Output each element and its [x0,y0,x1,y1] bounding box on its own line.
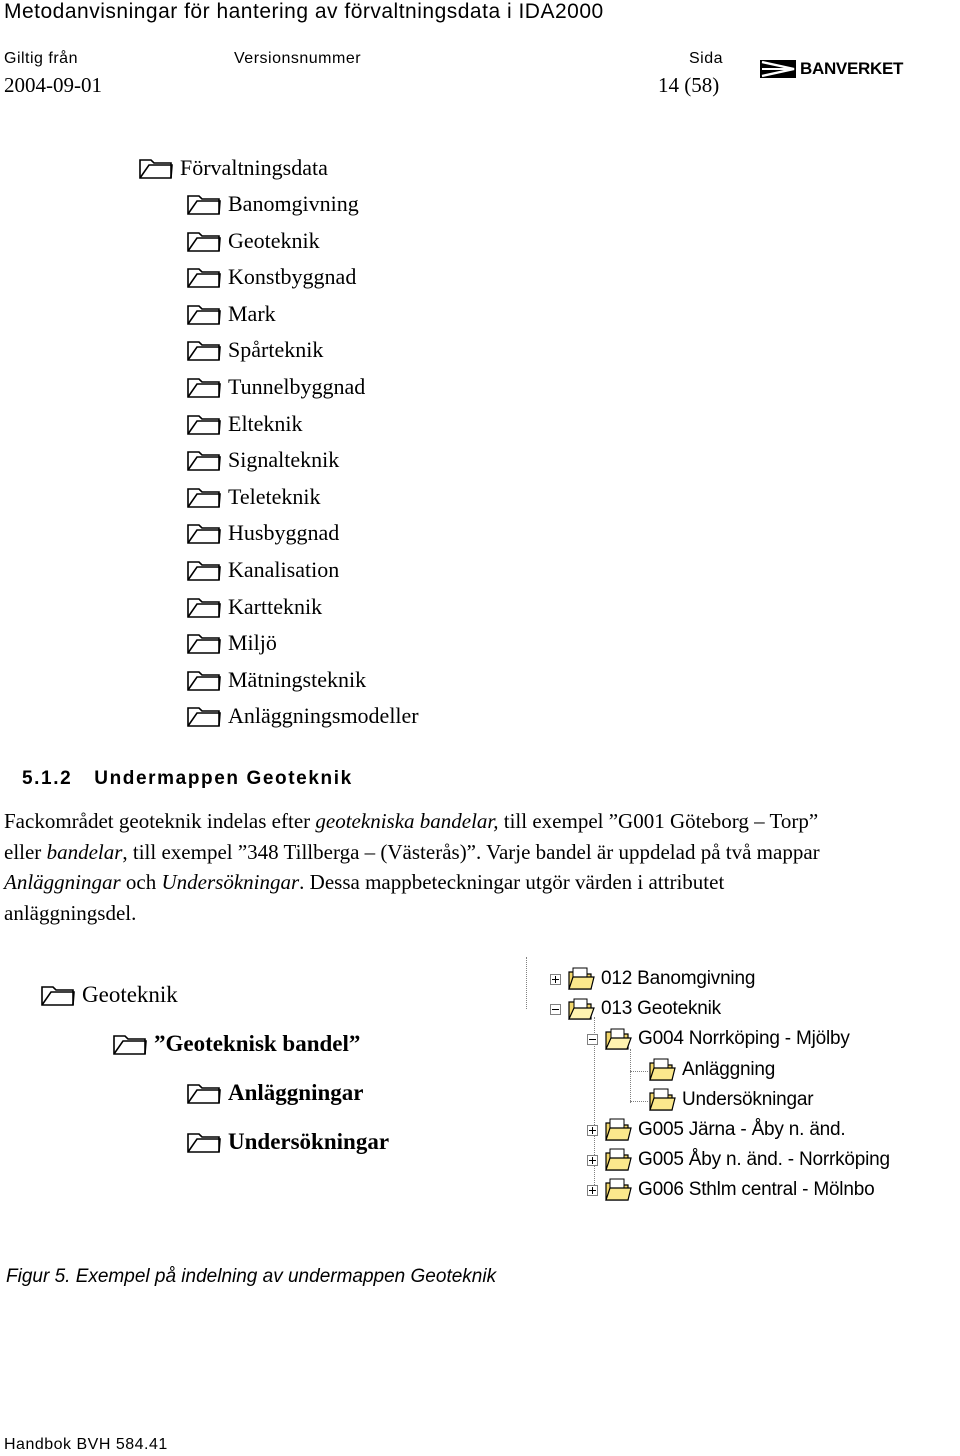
folder-icon [648,1087,676,1113]
expand-plus-icon[interactable] [587,1185,598,1196]
body-italic-span: Anläggningar [4,870,121,894]
valid-from-label: Giltig från [4,50,78,67]
tree-child-label: Konstbyggnad [228,264,357,289]
valid-from-value: 2004-09-01 [4,73,102,97]
tree-child-label: Kanalisation [228,557,340,582]
figure-tree-leaf [186,1080,363,1106]
folder-outline-icon [186,1130,222,1154]
explorer-tree-view [519,957,959,1205]
folder-outline-icon [186,375,222,399]
tree-child-item [186,630,277,656]
banverket-logo [760,58,903,80]
collapse-minus-icon[interactable] [550,1004,561,1015]
tree-child-item [186,703,419,729]
body-italic-span: bandelar [46,839,123,864]
folder-outline-icon [186,448,222,472]
tree-connector [630,1049,631,1103]
folder-outline-icon [186,558,222,582]
version-label: Versionsnummer [234,50,362,67]
page-number: 14 (58) [658,73,720,97]
body-text-span: eller [4,839,47,864]
figure-tree-child [112,1031,360,1057]
explorer-row-label: 012 Banomgivning [601,968,756,989]
folder-outline-icon [186,668,222,692]
tree-child-label: Geoteknik [228,228,320,253]
tree-child-item [186,484,321,510]
folder-outline-icon [186,631,222,655]
tree-child-item [186,557,339,583]
tree-child-item [186,447,339,473]
folder-icon [648,1057,676,1083]
folder-icon [604,1147,632,1173]
tree-child-label: Signalteknik [228,447,340,472]
tree-child-item [186,667,366,693]
tree-child-item [186,264,356,290]
tree-connector [630,1101,648,1102]
figure-tree-child-label: ”Geoteknisk bandel” [154,1031,361,1056]
tree-child-label: Anläggningsmodeller [228,703,419,728]
figure-caption: Figur 5. Exempel på indelning av undermappen Geoteknik [6,1266,497,1287]
tree-child-label: Banomgivning [228,191,359,216]
body-text-span: och [120,870,162,894]
document-title: Metodanvisningar för hantering av förvaltningsdata i IDA2000 [4,0,604,23]
tree-child-label: Spårteknik [228,337,324,362]
figure-tree-leaf-label: Anläggningar [228,1080,364,1105]
folder-icon [567,966,595,992]
folder-outline-icon [186,192,222,216]
body-paragraph [4,806,960,928]
tree-child-label: Husbyggnad [228,520,340,545]
body-italic-span: geotekniska bandelar, [315,809,499,833]
body-text-span: till exempel ”G001 Göteborg – Torp” [498,809,819,833]
tree-root-item [138,155,328,181]
explorer-row-label: 013 Geoteknik [601,998,721,1019]
tree-child-label: Teleteknik [228,484,321,509]
tree-child-item [186,374,365,400]
folder-outline-icon [138,156,174,180]
tree-child-item [186,191,359,217]
folder-outline-icon [186,229,222,253]
body-text-span: anläggningsdel. [4,900,137,925]
explorer-row-g006[interactable] [587,1175,874,1205]
body-text-span: , till exempel ”348 Tillberga – (Västerås)”. Varje bandel är uppdelad på två mappar [122,839,820,864]
figure-tree-root-label: Geoteknik [82,982,178,1007]
explorer-row-g005-jarna[interactable] [587,1115,846,1145]
expand-plus-icon[interactable] [550,974,561,985]
tree-child-item [186,301,276,327]
page-footer: Handbok BVH 584.41 [4,1436,168,1453]
folder-outline-icon [186,412,222,436]
tree-child-label: Mark [228,301,276,326]
folder-outline-icon [186,1081,222,1105]
explorer-row-label: Anläggning [682,1059,776,1080]
body-line [4,806,960,837]
figure-tree-leaf-label: Undersökningar [228,1129,390,1154]
open-folder-icon [567,996,595,1022]
folder-outline-icon [186,521,222,545]
body-line [4,898,960,929]
folder-icon [604,1177,632,1203]
tree-child-item [186,337,323,363]
open-folder-icon [604,1026,632,1052]
figure-tree-root [40,982,178,1008]
tree-child-item [186,228,320,254]
folder-outline-icon [186,485,222,509]
banverket-emblem-icon [760,58,796,80]
logo-text: BANVERKET [800,59,904,78]
collapse-minus-icon[interactable] [587,1034,598,1045]
folder-outline-icon [186,265,222,289]
folder-outline-icon [186,338,222,362]
folder-outline-icon [112,1032,148,1056]
tree-connector [630,1071,648,1072]
explorer-row-undersokningar[interactable] [648,1085,813,1115]
explorer-row-label: Undersökningar [682,1089,814,1110]
folder-outline-icon [40,983,76,1007]
section-title: Undermappen Geoteknik [94,768,353,789]
tree-child-label: Mätningsteknik [228,667,367,692]
tree-child-label: Miljö [228,630,277,655]
tree-child-label: Elteknik [228,411,303,436]
expand-plus-icon[interactable] [587,1125,598,1136]
body-text-span: Fackområdet geoteknik indelas efter [4,809,316,833]
explorer-row-g004[interactable] [587,1024,850,1054]
explorer-row-012-banomgivning[interactable] [550,964,755,994]
explorer-row-anlaggning[interactable] [648,1055,775,1085]
folder-outline-icon [186,704,222,728]
explorer-row-label: G006 Sthlm central - Mölnbo [638,1179,875,1200]
tree-root-label: Förvaltningsdata [180,155,328,180]
section-number: 5.1.2 [22,768,73,789]
section-heading [22,768,353,790]
tree-child-item [186,411,303,437]
folder-outline-icon [186,302,222,326]
folder-outline-icon [186,595,222,619]
tree-child-item [186,520,339,546]
tree-child-item [186,594,322,620]
explorer-row-label: G004 Norrköping - Mjölby [638,1028,850,1049]
tree-connector [526,957,527,1009]
body-italic-span: Undersökningar [161,870,300,894]
explorer-row-label: G005 Åby n. änd. - Norrköping [638,1149,890,1170]
tree-child-label: Kartteknik [228,594,323,619]
tree-child-label: Tunnelbyggnad [228,374,366,399]
folder-icon [604,1117,632,1143]
body-line [4,867,960,898]
expand-plus-icon[interactable] [587,1155,598,1166]
body-line [4,837,960,868]
explorer-row-g005-aby[interactable] [587,1145,890,1175]
explorer-row-013-geoteknik[interactable] [550,994,721,1024]
explorer-row-label: G005 Järna - Åby n. änd. [638,1119,846,1140]
figure-tree-leaf [186,1129,389,1155]
body-text-span: . Dessa mappbeteckningar utgör värden i attributet [299,870,725,894]
page-label: Sida [689,50,724,67]
